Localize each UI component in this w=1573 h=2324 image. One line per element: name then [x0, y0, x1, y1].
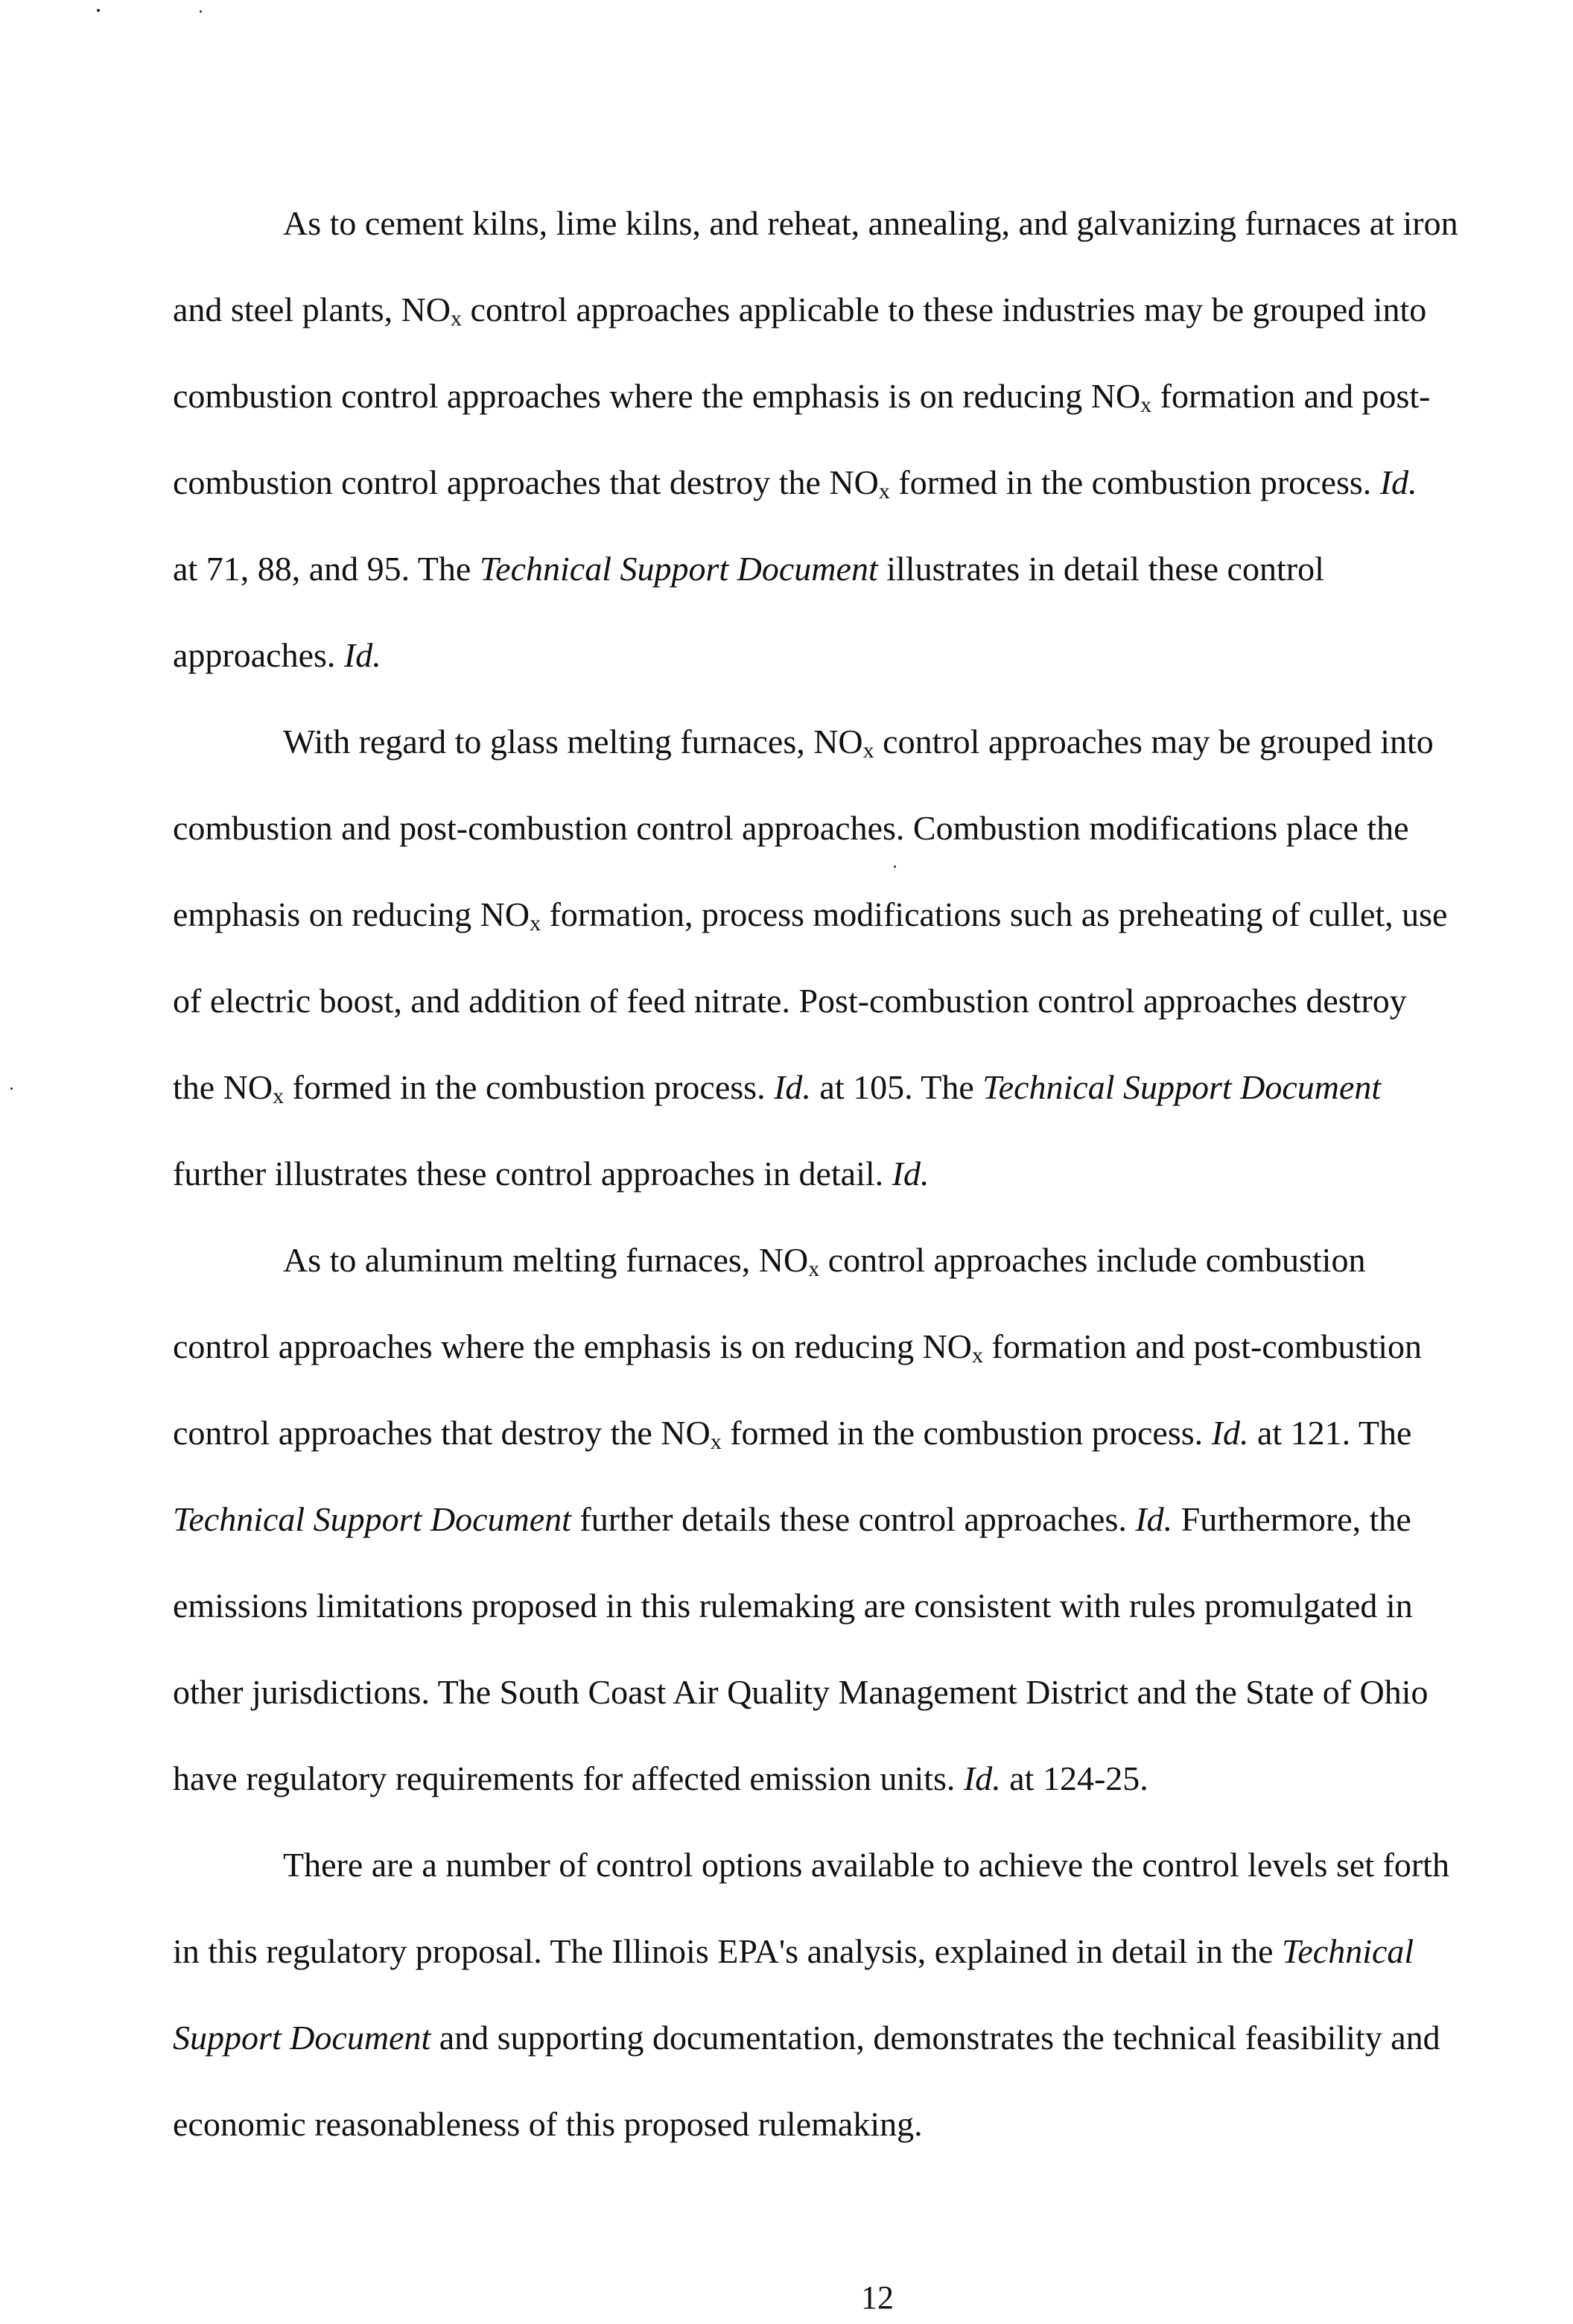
- paragraph-aluminum-line-1: As to aluminum melting furnaces, $NO_x$ control approaches include combustion: [283, 1241, 1366, 1281]
- paragraph-glass-line-6: further illustrates these control approaches in detail. Id.: [173, 1155, 930, 1193]
- paragraph-aluminum-line-5: emissions limitations proposed in this rulemaking are consistent with rules promulgated in: [173, 1587, 1413, 1625]
- paragraph-kilns-line-2: and steel plants, $NO_x$ control approaches applicable to these industries may be grouped into: [173, 290, 1427, 331]
- paragraph-aluminum-line-4: Technical Support Document further details these control approaches. Id. Furthermore, the: [173, 1500, 1411, 1538]
- paragraph-kilns-line-5: at 71, 88, and 95. The Technical Support Document illustrates in detail these control: [173, 550, 1324, 588]
- paragraph-aluminum-line-7: have regulatory requirements for affected emission units. Id. at 124-25.: [173, 1759, 1148, 1797]
- paragraph-glass-line-5: the $NO_x$ formed in the combustion process. Id. at 105. The Technical Support Document: [173, 1068, 1382, 1108]
- paragraph-options-line-2: in this regulatory proposal. The Illinois EPA's analysis, explained in detail in the Technical: [173, 1932, 1414, 1970]
- paragraph-aluminum-line-3: control approaches that destroy the $NO_x$ formed in the combustion process. Id. at 121. The: [173, 1414, 1412, 1454]
- page-number: 12: [861, 2279, 894, 2316]
- paragraph-glass-line-3: emphasis on reducing $NO_x$ formation, process modifications such as preheating of cullet, use: [173, 895, 1448, 936]
- paragraph-aluminum-line-2: control approaches where the emphasis is on reducing $NO_x$ formation and post-combustion: [173, 1327, 1422, 1368]
- paragraph-options-line-3: Support Document and supporting documentation, demonstrates the technical feasibility and: [173, 2019, 1440, 2057]
- paragraph-kilns-line-1: As to cement kilns, lime kilns, and reheat, annealing, and galvanizing furnaces at iron: [283, 204, 1458, 242]
- scan-speck: [200, 10, 202, 13]
- scan-speck: [894, 866, 896, 868]
- paragraph-options-line-1: There are a number of control options available to achieve the control levels set forth: [283, 1846, 1449, 1884]
- paragraph-kilns-line-4: combustion control approaches that destroy the $NO_x$ formed in the combustion process. Id.: [173, 463, 1417, 504]
- paragraph-aluminum-line-6: other jurisdictions. The South Coast Air Quality Management District and the State of Ohio: [173, 1673, 1429, 1711]
- paragraph-glass-line-4: of electric boost, and addition of feed nitrate. Post-combustion control approaches destroy: [173, 982, 1407, 1020]
- paragraph-glass-line-2: combustion and post-combustion control approaches. Combustion modifications place the: [173, 809, 1409, 847]
- paragraph-glass-line-1: With regard to glass melting furnaces, $NO_x$ control approaches may be grouped into: [283, 723, 1434, 763]
- paragraph-kilns-line-6: approaches. Id.: [173, 636, 381, 674]
- scan-speck: [97, 9, 100, 12]
- paragraph-options-line-4: economic reasonableness of this proposed rulemaking.: [173, 2105, 923, 2143]
- scan-speck: [10, 1088, 13, 1090]
- paragraph-kilns-line-3: combustion control approaches where the emphasis is on reducing $NO_x$ formation and post-: [173, 377, 1431, 417]
